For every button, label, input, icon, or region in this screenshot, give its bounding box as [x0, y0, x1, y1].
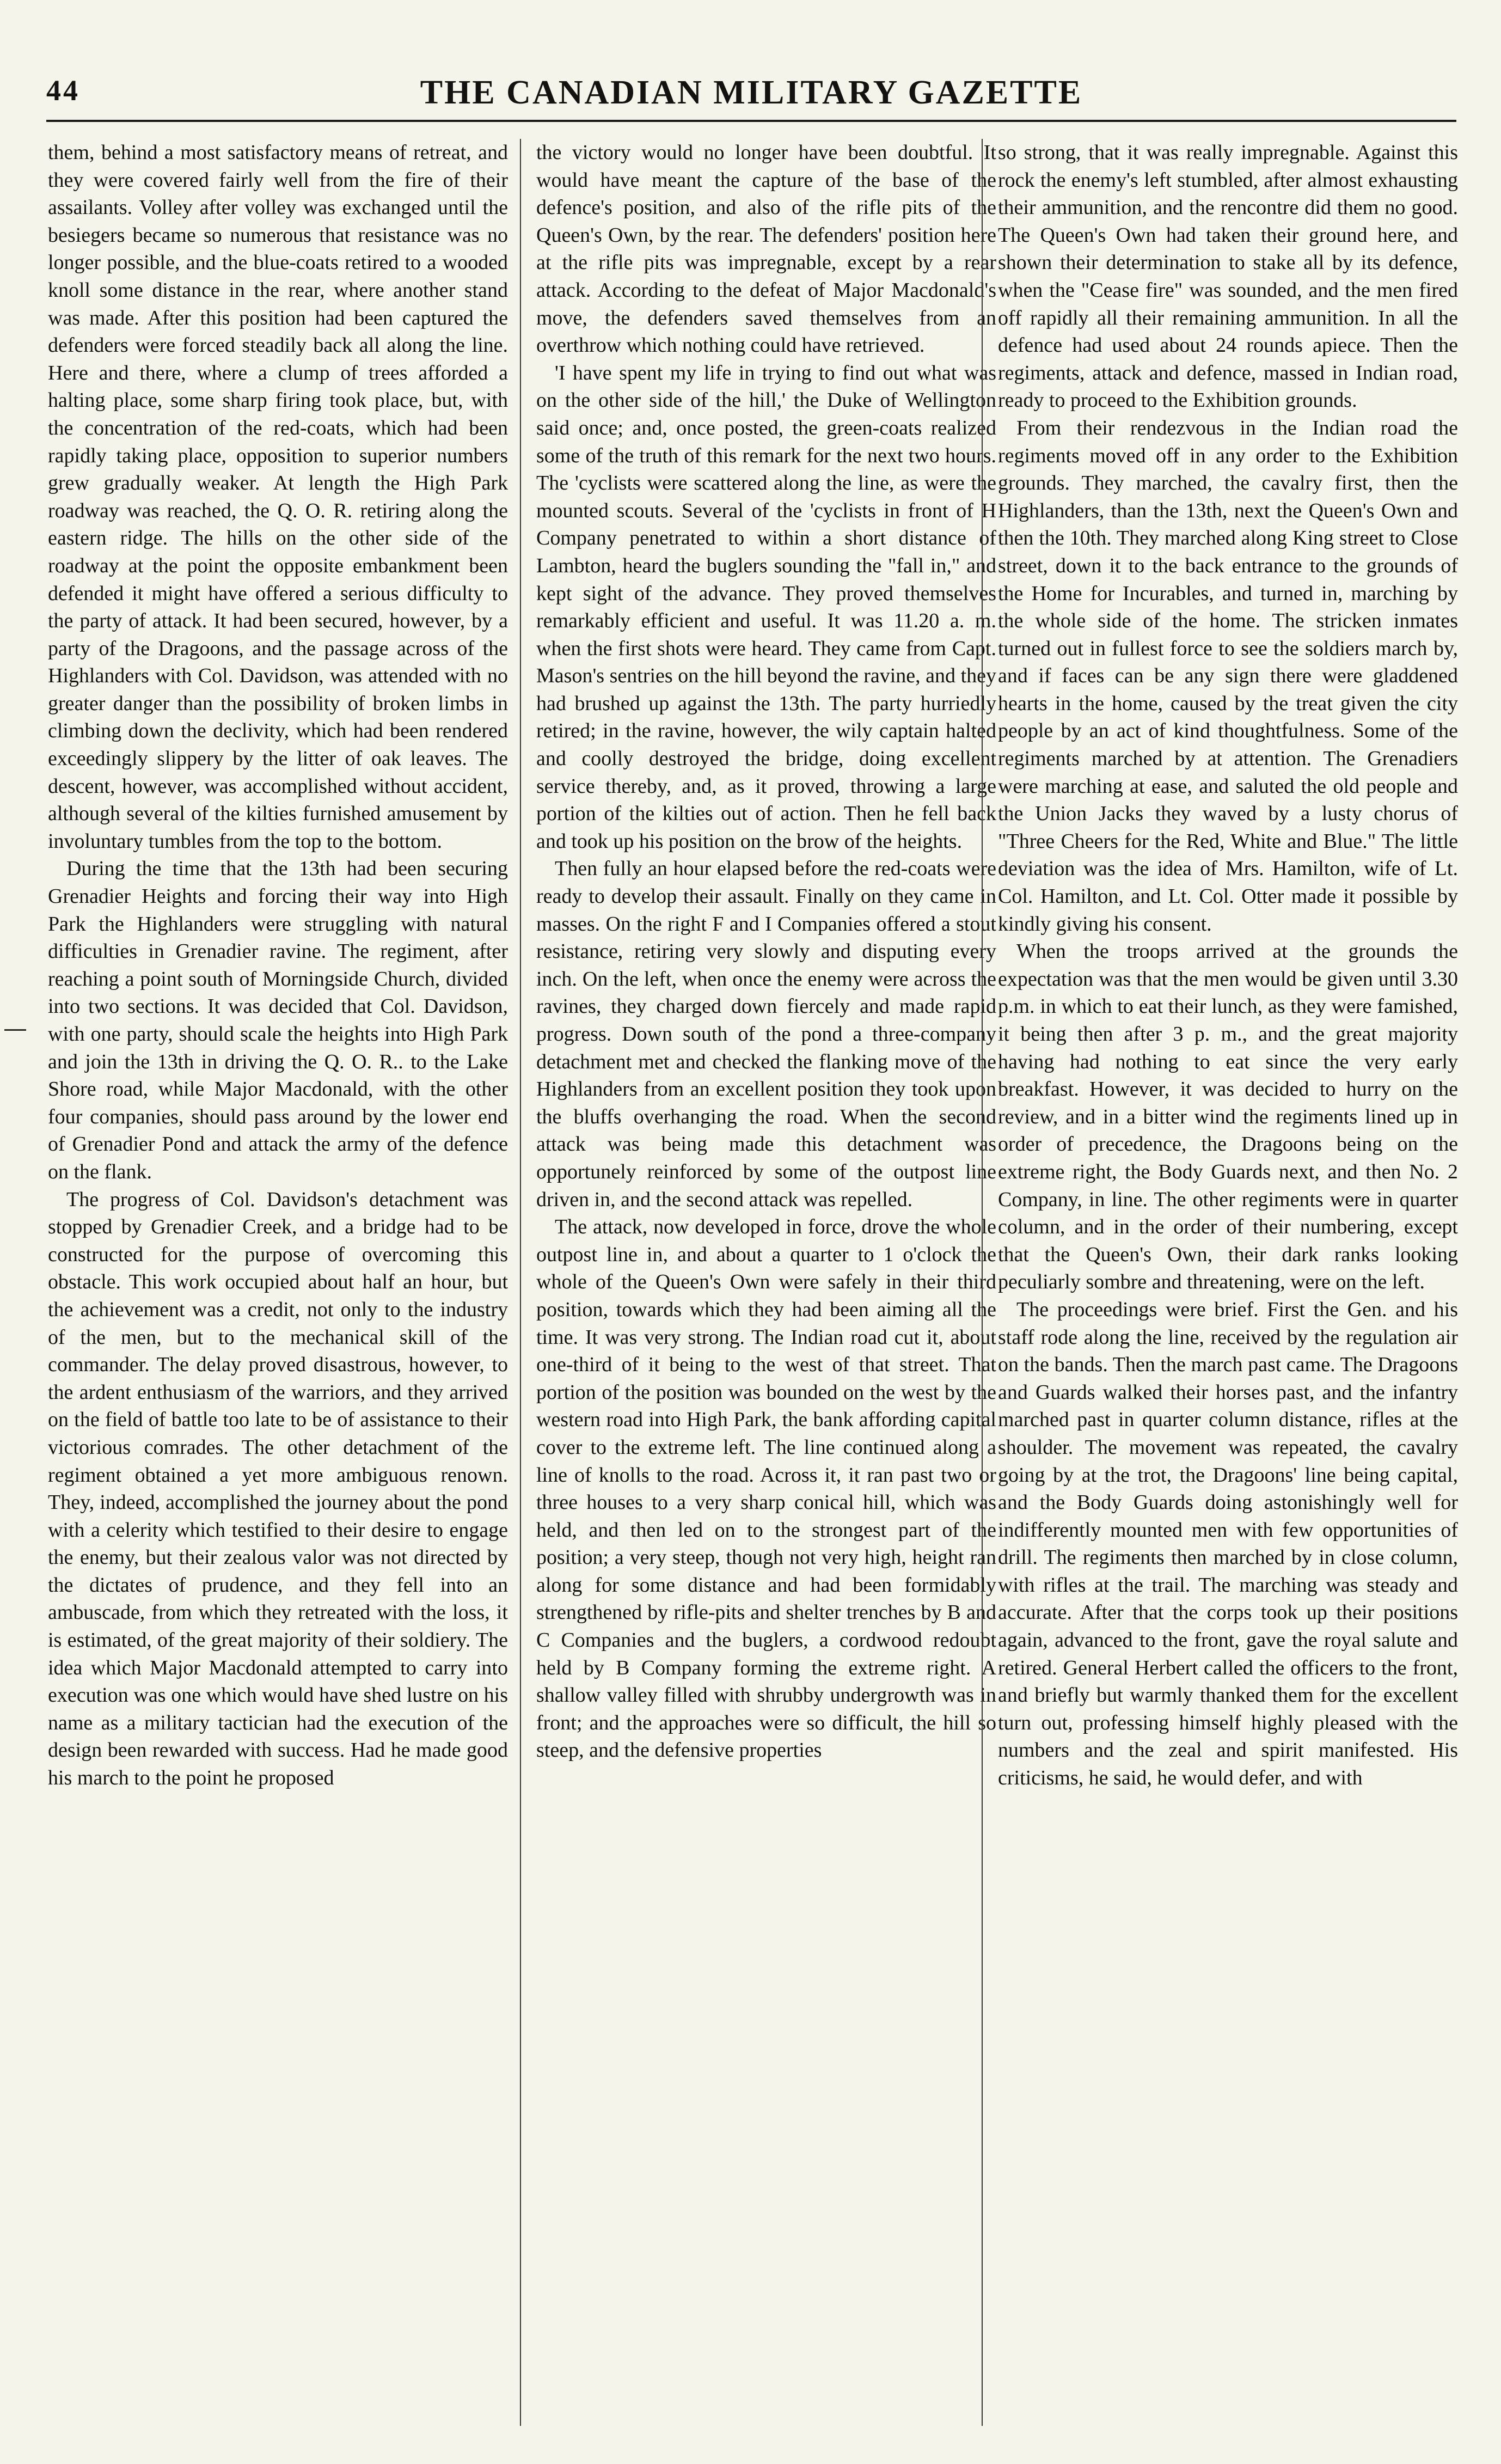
- article-column-3: [998, 139, 1458, 2426]
- column-2-paragraph: 'I have spent my life in trying to find out what was on the other side of the hill,' the Duke of Wellington said once; and, once posted, the green-coats realized some of the truth of this remark for the next two hours. The 'cyclists were scattered along the line, as were the mounted scouts. Several of the 'cyclists in front of H Company penetrated to within a short distance of Lambton, heard the buglers sounding the "fall in," and kept sight of the advance. They proved themselves remarkably efficient and useful. It was 11.20 a. m. when the first shots were heard. They came from Capt. Mason's sentries on the hill beyond the ravine, and they had brushed up against the 13th. The party hurriedly retired; in the ravine, however, the wily captain halted and coolly destroyed the bridge, doing excellent service thereby, and, as it proved, throwing a large portion of the kilties out of action. Then he fell back and took up his position on the brow of the heights.: [536, 361, 996, 853]
- newspaper-title: THE CANADIAN MILITARY GAZETTE: [420, 74, 1083, 111]
- column-2-paragraph: Then fully an hour elapsed before the red-coats were ready to develop their assault. Finally on they came in masses. On the right F and I Companies offered a stout resistance, retiring very slowly and disputing every inch. On the left, when once the enemy were across the ravines, they charged down fiercely and made rapid progress. Down south of the pond a three-company detachment met and checked the flanking move of the Highlanders from an excellent position they took upon the bluffs overhanging the road. When the second attack was being made this detachment was opportunely reinforced by some of the outpost line driven in, and the second attack was repelled.: [536, 857, 996, 1211]
- article-column-1: [48, 139, 508, 2426]
- column-3-paragraph: The proceedings were brief. First the Gen. and his staff rode along the line, received by the regulation air on the bands. Then the march past came. The Dragoons and Guards walked their horses past, and the infantry marched past in quarter column distance, rifles at the shoulder. The movement was repeated, the cavalry going by at the trot, the Dragoons' line being capital, and the Body Guards doing astonishingly well for indifferently mounted men with few opportunities of drill. The regiments then marched by in close column, with rifles at the trail. The marching was steady and accurate. After that the corps took up their positions again, advanced to the front, gave the royal salute and retired. General Herbert called the officers to the front, and briefly but warmly thanked them for the excellent turn out, professing himself highly pleased with the numbers and the zeal and spirit manifested. His criticisms, he said, he would defer, and with: [998, 1298, 1458, 1790]
- column-2-paragraph: the victory would no longer have been doubtful. It would have meant the capture of the base of the defence's position, and also of the rifle pits of the Queen's Own, by the rear. The defenders' position here at the rifle pits was impregnable, except by a rear attack. According to the defeat of Major Macdonald's move, the defenders saved themselves from an overthrow which nothing could have retrieved.: [536, 141, 996, 357]
- page-number: 44: [46, 74, 80, 107]
- column-3-paragraph: From their rendezvous in the Indian road the regiments moved off in any order to the Exhibition grounds. They marched, the cavalry first, then the Highlanders, than the 13th, next the Queen's Own and then the 10th. They marched along King street to Close street, down it to the back entrance to the grounds of the Home for Incurables, and turned in, marching by the whole side of the home. The stricken inmates turned out in fullest force to see the soldiers march by, and if faces can be any sign there were gladdened hearts in the home, caused by the treat given the city people by an act of kind thoughtfulness. Some of the regiments marched by at attention. The Grenadiers were marching at ease, and saluted the old people and the Union Jacks they waved by a lusty chorus of "Three Cheers for the Red, White and Blue." The little deviation was the idea of Mrs. Hamilton, wife of Lt. Col. Hamilton, and Lt. Col. Otter made it possible by kindly giving his consent.: [998, 416, 1458, 936]
- column-2-paragraph: The attack, now developed in force, drove the whole outpost line in, and about a quarter to 1 o'clock the whole of the Queen's Own were safely in their third position, towards which they had been aiming all the time. It was very strong. The Indian road cut it, about one-third of it being to the west of that street. That portion of the position was bounded on the west by the western road into High Park, the bank affording capital cover to the extreme left. The line continued along a line of knolls to the road. Across it, it ran past two or three houses to a very sharp conical hill, which was held, and then led on to the strongest part of the position; a very steep, though not very high, height ran along for some distance and had been formidably strengthened by rifle-pits and shelter trenches by B and C Companies and the buglers, a cordwood redoubt held by B Company forming the extreme right. A shallow valley filled with shrubby undergrowth was in front; and the approaches were so difficult, the hill so steep, and the defensive properties: [536, 1215, 996, 1762]
- masthead: [46, 74, 1456, 117]
- column-divider: [520, 139, 521, 2426]
- column-1-paragraph: During the time that the 13th had been securing Grenadier Heights and forcing their way into High Park the Highlanders were struggling with natural difficulties in Grenadier ravine. The regiment, after reaching a point south of Morningside Church, divided into two sections. It was decided that Col. Davidson, with one party, should scale the heights into High Park and join the 13th in driving the Q. O. R.. to the Lake Shore road, while Major Macdonald, with the other four companies, should pass around by the lower end of Grenadier Pond and attack the army of the defence on the flank.: [48, 857, 508, 1183]
- column-divider: [982, 139, 983, 2426]
- column-3-paragraph: When the troops arrived at the grounds the expectation was that the men would be given until 3.30 p.m. in which to eat their lunch, as they were famished, it being then after 3 p. m., and the great majority having had nothing to eat since the very early breakfast. However, it was decided to hurry on the review, and in a bitter wind the regiments lined up in order of precedence, the Dragoons being on the extreme right, the Body Guards next, and then No. 2 Company, in line. The other regiments were in quarter column, and in the order of their numbering, except that the Queen's Own, their dark ranks looking peculiarly sombre and threatening, were on the left.: [998, 940, 1458, 1294]
- column-3-paragraph: so strong, that it was really impregnable. Against this rock the enemy's left stumbled, after almost exhausting their ammunition, and the rencontre did them no good. The Queen's Own had taken their ground here, and shown their determination to stake all by its defence, when the "Cease fire" was sounded, and the men fired off rapidly all their remaining ammunition. In all the defence had used about 24 rounds apiece. Then the regiments, attack and defence, massed in Indian road, ready to proceed to the Exhibition grounds.: [998, 141, 1458, 412]
- column-1-paragraph: them, behind a most satisfactory means of retreat, and they were covered fairly well from the fire of their assailants. Volley after volley was exchanged until the besiegers became so numerous that resistance was no longer possible, and the blue-coats retired to a wooded knoll some distance in the rear, where another stand was made. After this position had been captured the defenders were forced steadily back all along the line. Here and there, where a clump of trees afforded a halting place, some sharp firing took place, but, with the concentration of the red-coats, which had been rapidly taking place, opposition to superior numbers grew gradually weaker. At length the High Park roadway was reached, the Q. O. R. retiring along the eastern ridge. The hills on the other side of the roadway at the point the opposite embankment been defended it might have offered a serious difficulty to the party of attack. It had been secured, however, by a party of the Dragoons, and the passage across of the Highlanders with Col. Davidson, was attended with no greater danger than the possibility of broken limbs in climbing down the declivity, which had been rendered exceedingly slippery by the litter of oak leaves. The descent, however, was accomplished without accident, although several of the kilties furnished amusement by involuntary tumbles from the top to the bottom.: [48, 141, 508, 853]
- column-1-paragraph: The progress of Col. Davidson's detachment was stopped by Grenadier Creek, and a bridge had to be constructed for the purpose of overcoming this obstacle. This work occupied about half an hour, but the achievement was a credit, not only to the industry of the men, but to the mechanical skill of the commander. The delay proved disastrous, however, to the ardent enthusiasm of the warriors, and they arrived on the field of battle too late to be of assistance to their victorious comrades. The other detachment of the regiment obtained a yet more ambiguous renown. They, indeed, accomplished the journey about the pond with a celerity which testified to their desire to engage the enemy, but their zealous valor was not directed by the dictates of prudence, and they fell into an ambuscade, from which they retreated with the loss, it is estimated, of the great majority of their soldiery. The idea which Major Macdonald attempted to carry into execution was one which would have shed lustre on his name as a military tactician had the execution of the design been rewarded with success. Had he made good his march to the point he proposed: [48, 1188, 508, 1790]
- masthead-rule: [46, 120, 1456, 122]
- margin-mark: [4, 1029, 26, 1031]
- article-column-2: [536, 139, 996, 2426]
